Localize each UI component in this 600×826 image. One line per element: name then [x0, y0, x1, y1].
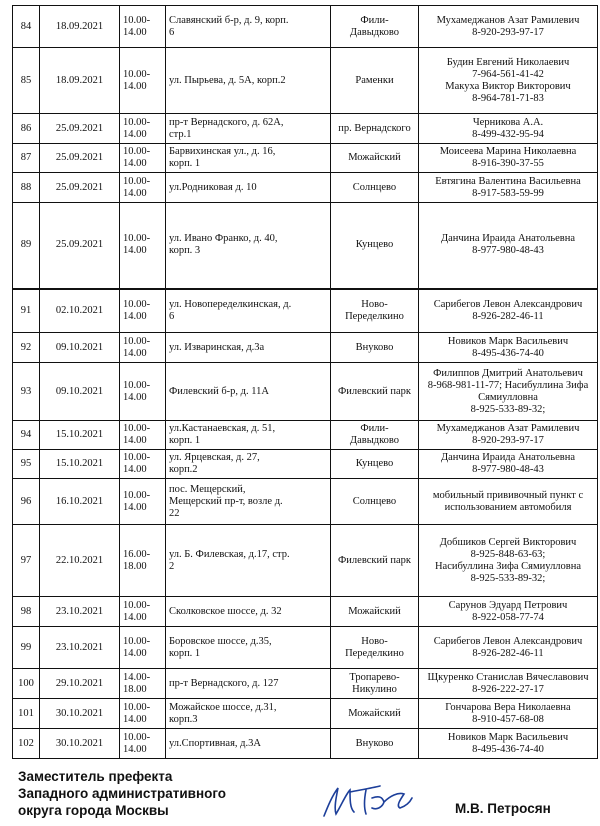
row-district: Ново- Переделкино	[331, 627, 419, 669]
row-district: Филевский парк	[331, 525, 419, 597]
row-contact: Мухамеджанов Азат Рамилевич 8-920-293-97-17	[419, 6, 598, 48]
row-number: 85	[13, 48, 40, 114]
row-contact: Евтягина Валентина Васильевна 8-917-583-59-99	[419, 173, 598, 203]
row-date: 30.10.2021	[40, 699, 120, 729]
row-district: Кунцево	[331, 450, 419, 479]
row-time: 10.00- 14.00	[120, 289, 166, 333]
table-row	[13, 289, 598, 333]
row-date: 09.10.2021	[40, 333, 120, 363]
row-contact: Сарибегов Левон Александрович 8-926-282-46-11	[419, 627, 598, 669]
row-date: 25.09.2021	[40, 173, 120, 203]
table-row	[13, 48, 598, 114]
row-time: 10.00- 14.00	[120, 729, 166, 759]
row-contact: Данчина Ираида Анатольевна 8-977-980-48-43	[419, 450, 598, 479]
row-time: 10.00- 14.00	[120, 48, 166, 114]
row-address: ул. Пырьева, д. 5А, корп.2	[166, 48, 331, 114]
row-number: 87	[13, 144, 40, 173]
row-date: 18.09.2021	[40, 6, 120, 48]
table-row	[13, 203, 598, 289]
row-time: 10.00- 14.00	[120, 173, 166, 203]
row-address: Барвихинская ул., д. 16, корп. 1	[166, 144, 331, 173]
row-address: Сколковское шоссе, д. 32	[166, 597, 331, 627]
row-district: Раменки	[331, 48, 419, 114]
row-contact: Новиков Марк Васильевич 8-495-436-74-40	[419, 729, 598, 759]
row-district: пр. Вернадского	[331, 114, 419, 144]
row-address: ул. Новопеределкинская, д. 6	[166, 289, 331, 333]
row-address: Боровское шоссе, д.35, корп. 1	[166, 627, 331, 669]
row-time: 10.00- 14.00	[120, 6, 166, 48]
row-address: пос. Мещерский, Мещерский пр-т, возле д. 22	[166, 479, 331, 525]
row-number: 96	[13, 479, 40, 525]
signatory-title-line1: Заместитель префекта	[18, 769, 173, 784]
row-contact: Щкуренко Станислав Вячеславович 8-926-222-27-17	[419, 669, 598, 699]
row-address: ул.Родниковая д. 10	[166, 173, 331, 203]
row-date: 25.09.2021	[40, 203, 120, 289]
row-address: ул.Спортивная, д.3А	[166, 729, 331, 759]
row-time: 10.00- 14.00	[120, 597, 166, 627]
row-address: ул. Б. Филевская, д.17, стр. 2	[166, 525, 331, 597]
row-district: Внуково	[331, 333, 419, 363]
row-district: Тропарево- Никулино	[331, 669, 419, 699]
table-row	[13, 450, 598, 479]
table-row	[13, 114, 598, 144]
row-address: Можайское шоссе, д.31, корп.3	[166, 699, 331, 729]
handwritten-signature	[320, 778, 415, 822]
table-row	[13, 525, 598, 597]
row-district: Можайский	[331, 699, 419, 729]
signatory-block	[18, 768, 226, 819]
row-number: 97	[13, 525, 40, 597]
row-date: 09.10.2021	[40, 363, 120, 421]
row-district: Ново- Переделкино	[331, 289, 419, 333]
row-contact: Филиппов Дмитрий Анатольевич 8-968-981-11-77; Насибуллина Зифа Сямиулловна 8-925-533-89-32;	[419, 363, 598, 421]
row-address: ул. Ярцевская, д. 27, корп.2	[166, 450, 331, 479]
row-address: ул. Ивано Франко, д. 40, корп. 3	[166, 203, 331, 289]
row-date: 25.09.2021	[40, 144, 120, 173]
row-time: 10.00- 14.00	[120, 203, 166, 289]
row-contact: Сарибегов Левон Александрович 8-926-282-46-11	[419, 289, 598, 333]
row-date: 23.10.2021	[40, 597, 120, 627]
table-row	[13, 669, 598, 699]
table-row	[13, 421, 598, 450]
row-time: 10.00- 14.00	[120, 363, 166, 421]
row-number: 95	[13, 450, 40, 479]
row-contact: Будин Евгений Николаевич 7-964-561-41-42 Макуха Виктор Викторович 8-964-781-71-83	[419, 48, 598, 114]
row-number: 100	[13, 669, 40, 699]
row-address: ул. Изваринская, д.3а	[166, 333, 331, 363]
table-row	[13, 333, 598, 363]
row-number: 91	[13, 289, 40, 333]
table-row	[13, 6, 598, 48]
row-date: 18.09.2021	[40, 48, 120, 114]
row-contact: Добшиков Сергей Викторович 8-925-848-63-63; Насибуллина Зифа Сямиулловна 8-925-533-89-32;	[419, 525, 598, 597]
table-row	[13, 699, 598, 729]
row-time: 10.00- 14.00	[120, 627, 166, 669]
row-district: Филевский парк	[331, 363, 419, 421]
table-row	[13, 479, 598, 525]
table-row	[13, 729, 598, 759]
row-time: 10.00- 14.00	[120, 114, 166, 144]
table-row	[13, 144, 598, 173]
row-address: пр-т Вернадского, д. 127	[166, 669, 331, 699]
row-time: 10.00- 14.00	[120, 450, 166, 479]
row-date: 22.10.2021	[40, 525, 120, 597]
row-time: 10.00- 14.00	[120, 479, 166, 525]
row-address: ул.Кастанаевская, д. 51, корп. 1	[166, 421, 331, 450]
row-contact: Новиков Марк Васильевич 8-495-436-74-40	[419, 333, 598, 363]
row-time: 10.00- 14.00	[120, 333, 166, 363]
row-number: 92	[13, 333, 40, 363]
row-number: 99	[13, 627, 40, 669]
row-number: 101	[13, 699, 40, 729]
row-number: 94	[13, 421, 40, 450]
schedule-table	[12, 5, 598, 759]
row-district: Можайский	[331, 144, 419, 173]
row-contact: Сарунов Эдуард Петрович 8-922-058-77-74	[419, 597, 598, 627]
row-time: 14.00- 18.00	[120, 669, 166, 699]
row-date: 29.10.2021	[40, 669, 120, 699]
row-time: 10.00- 14.00	[120, 699, 166, 729]
row-contact: Мухамеджанов Азат Рамилевич 8-920-293-97-17	[419, 421, 598, 450]
signatory-name: М.В. Петросян	[455, 801, 551, 816]
row-contact: Данчина Ираида Анатольевна 8-977-980-48-43	[419, 203, 598, 289]
row-address: Филевский б-р, д. 11А	[166, 363, 331, 421]
row-district: Фили- Давыдково	[331, 6, 419, 48]
row-district: Внуково	[331, 729, 419, 759]
table-row	[13, 597, 598, 627]
signatory-title-line2: Западного административного	[18, 786, 227, 801]
row-number: 89	[13, 203, 40, 289]
row-time: 10.00- 14.00	[120, 421, 166, 450]
row-number: 88	[13, 173, 40, 203]
row-contact: Гончарова Вера Николаевна 8-910-457-68-08	[419, 699, 598, 729]
table-row	[13, 363, 598, 421]
row-number: 93	[13, 363, 40, 421]
row-address: Славянский б-р, д. 9, корп. 6	[166, 6, 331, 48]
row-district: Можайский	[331, 597, 419, 627]
row-date: 15.10.2021	[40, 450, 120, 479]
table-row	[13, 173, 598, 203]
row-number: 84	[13, 6, 40, 48]
row-address: пр-т Вернадского, д. 62А, стр.1	[166, 114, 331, 144]
table-row	[13, 627, 598, 669]
row-district: Фили- Давыдково	[331, 421, 419, 450]
row-date: 25.09.2021	[40, 114, 120, 144]
row-number: 86	[13, 114, 40, 144]
row-time: 16.00- 18.00	[120, 525, 166, 597]
signatory-title-line3: округа города Москвы	[18, 803, 169, 818]
row-contact: Черникова А.А. 8-499-432-95-94	[419, 114, 598, 144]
row-date: 15.10.2021	[40, 421, 120, 450]
row-date: 02.10.2021	[40, 289, 120, 333]
row-number: 102	[13, 729, 40, 759]
row-district: Солнцево	[331, 479, 419, 525]
row-district: Солнцево	[331, 173, 419, 203]
row-district: Кунцево	[331, 203, 419, 289]
row-contact: Моисеева Марина Николаевна 8-916-390-37-55	[419, 144, 598, 173]
row-date: 16.10.2021	[40, 479, 120, 525]
row-contact: мобильный прививочный пункт с использованием автомобиля	[419, 479, 598, 525]
row-time: 10.00- 14.00	[120, 144, 166, 173]
row-number: 98	[13, 597, 40, 627]
row-date: 23.10.2021	[40, 627, 120, 669]
row-date: 30.10.2021	[40, 729, 120, 759]
